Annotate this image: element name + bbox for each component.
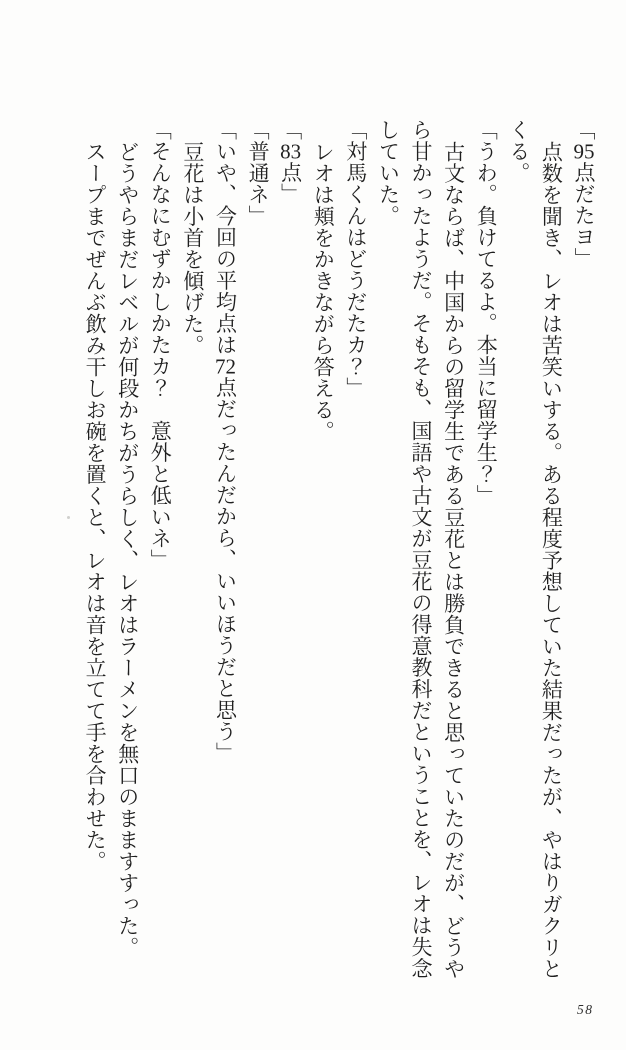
page-number: 58: [577, 1002, 594, 1017]
text-line: 「普通ネ」: [246, 119, 271, 227]
text-line: していた。: [376, 119, 401, 227]
text-line: どうやらまだレベルが何段かちがうらしく、レオはラーメンを無口のまますすった。: [115, 140, 140, 958]
tate-chu-yoko-number: 95: [573, 140, 595, 162]
text-line: 豆花は小首を傾げた。: [180, 140, 205, 356]
text-line: 「いや、今回の平均点は72点だったんだから、いいほうだと思う」: [213, 119, 238, 764]
tate-chu-yoko-number: 72: [214, 355, 236, 377]
scan-speck: [67, 516, 70, 519]
text-line: 「95点だたヨ」: [572, 119, 596, 269]
text-line: スープまでぜんぶ飲み干しお碗を置くと、レオは音を立てて手を合わせた。: [83, 140, 108, 872]
text-line: ら甘かったようだ。そもそも、国語や古文が豆花の得意教科だということを、レオは失念: [409, 119, 434, 979]
text-line: 「うわ。負けてるよ。本当に留学生？」: [474, 119, 499, 506]
text-line: レオは頬をかきながら答える。: [311, 140, 336, 442]
text-line: くる。: [506, 119, 531, 184]
text-line: 古文ならば、中国からの留学生である豆花とは勝負できると思っていたのだが、どうや: [441, 140, 466, 979]
text-line: 点数を聞き、レオは苦笑いする。ある程度予想していた結果だったが、やはりガクリと: [539, 140, 564, 979]
text-line: 「83点」: [278, 119, 303, 205]
tate-chu-yoko-number: 83: [280, 140, 302, 162]
text-line: 「そんなにむずかしかたカ？ 意外と低いネ」: [148, 119, 173, 571]
text-line: 「対馬くんはどうだたカ？」: [343, 119, 368, 399]
text-block: [77, 119, 600, 977]
